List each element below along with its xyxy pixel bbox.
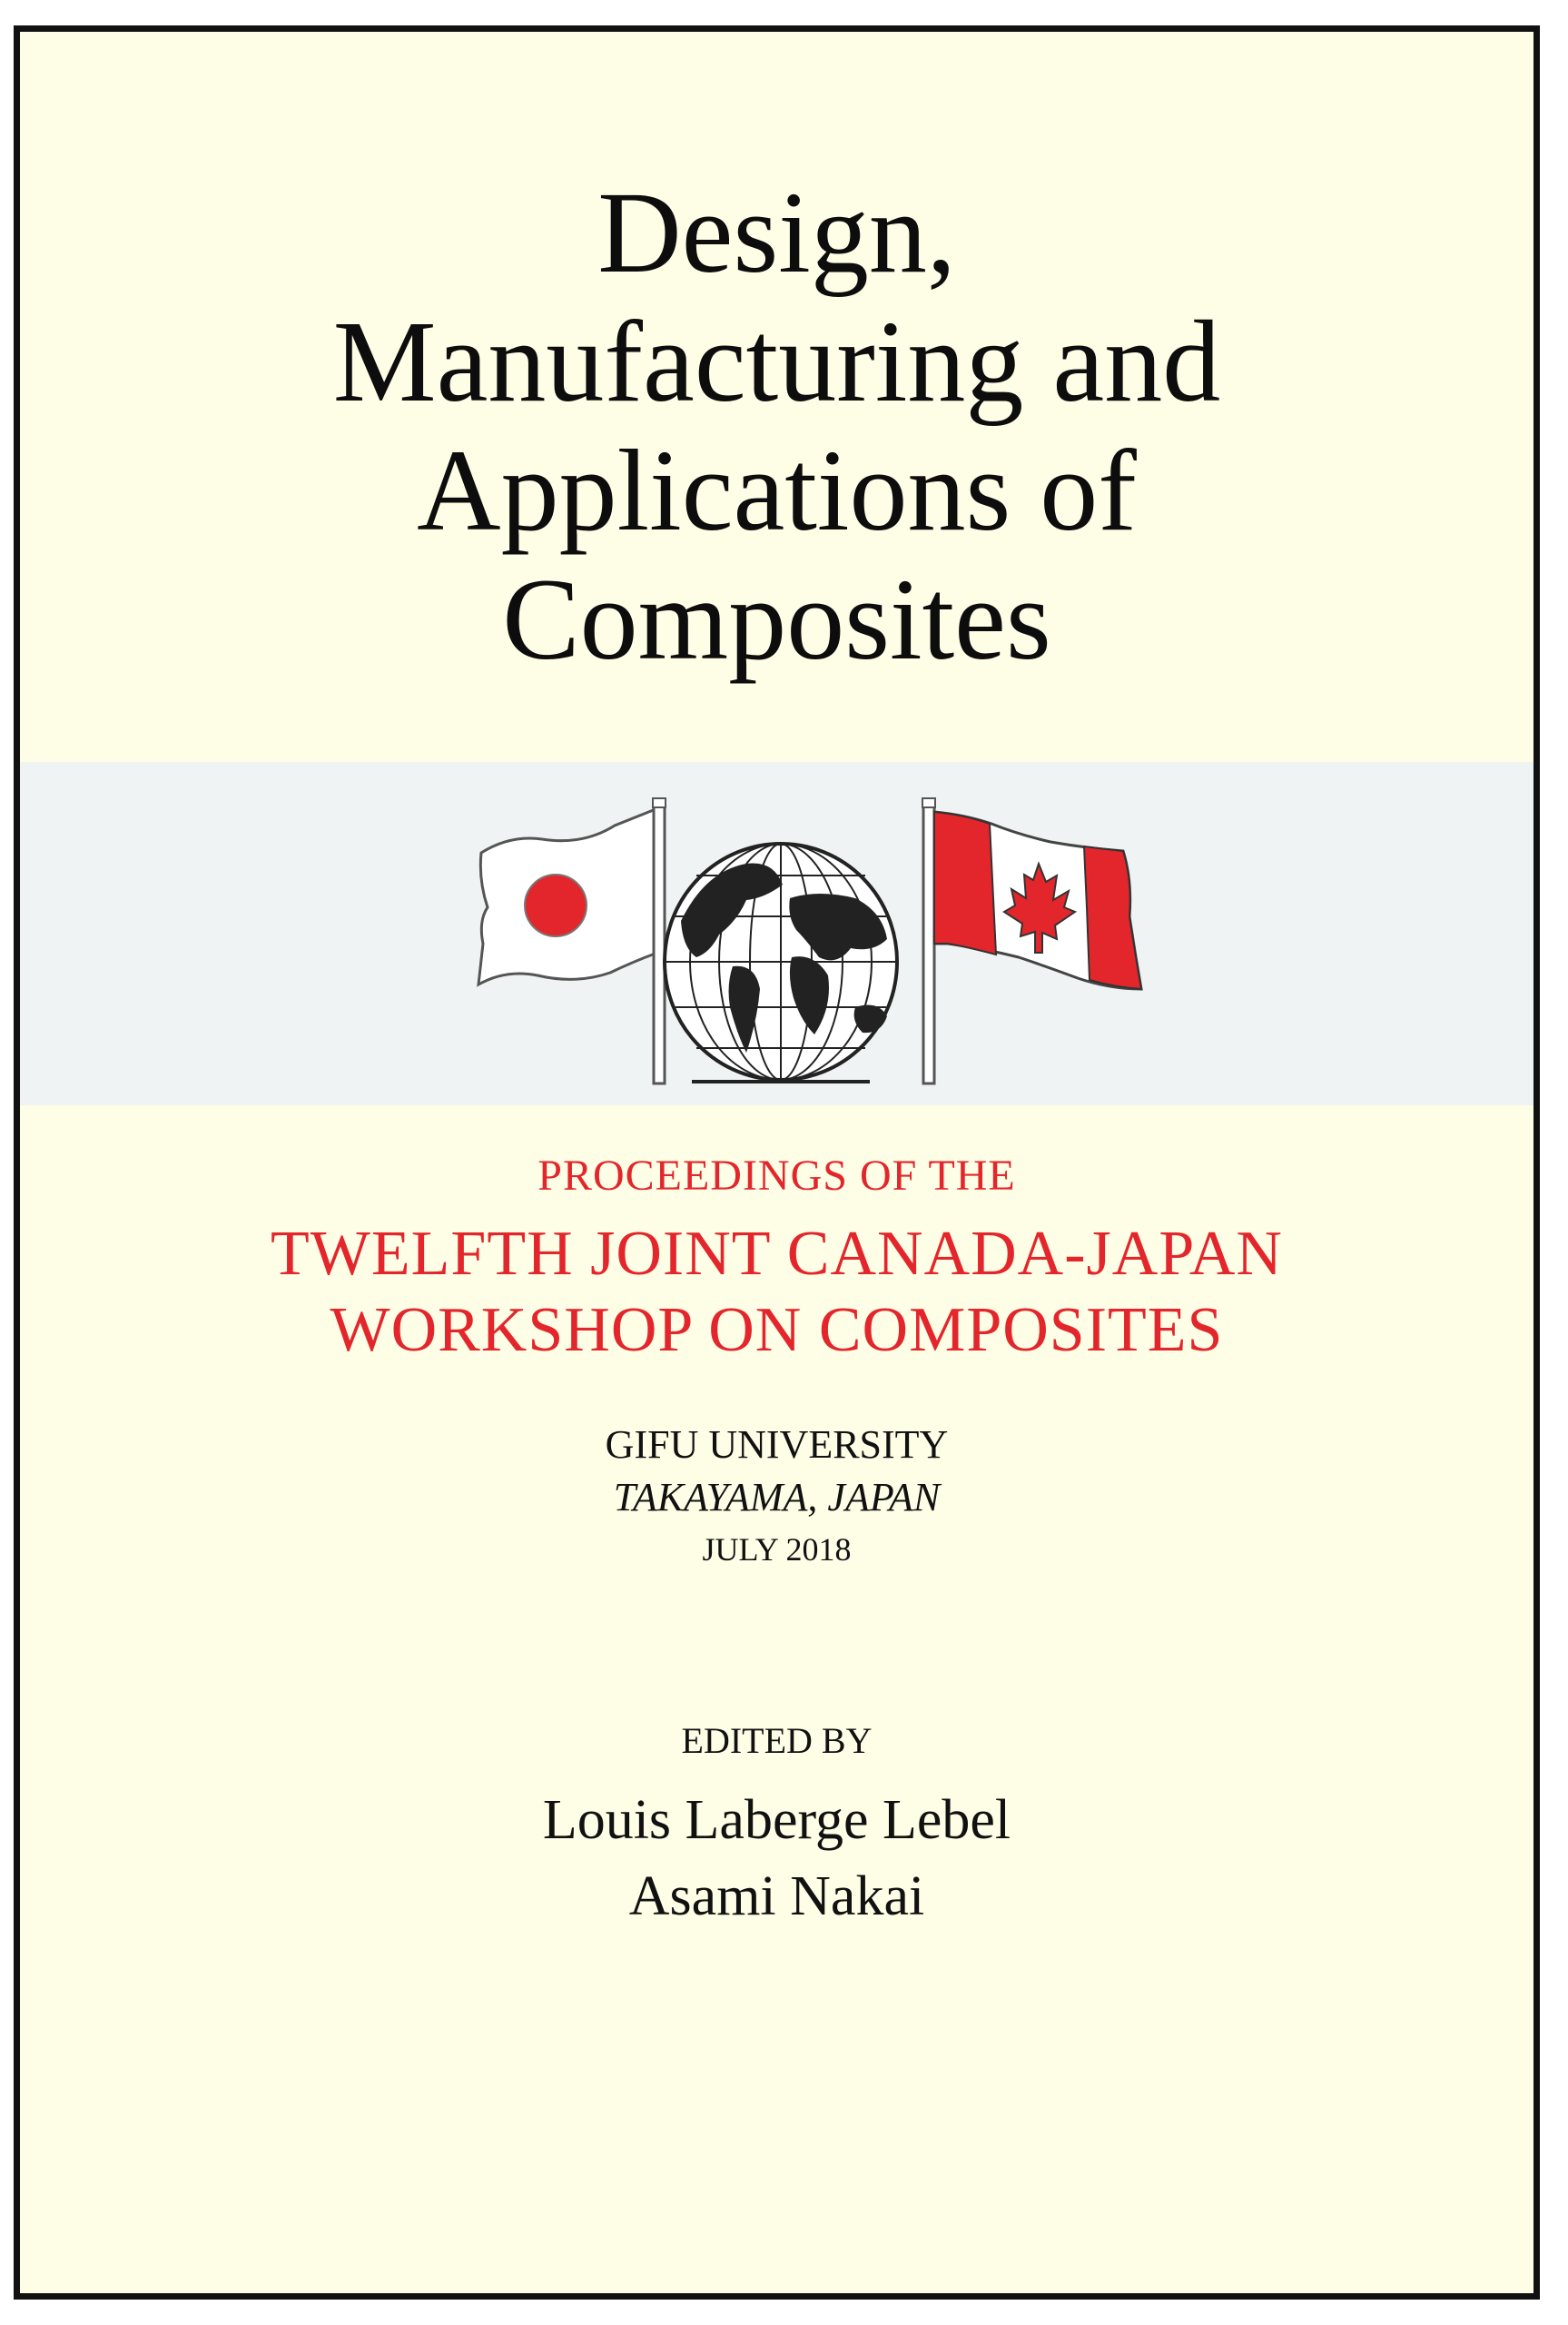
workshop-logo (20, 762, 1533, 1105)
workshop-title-line-1: TWELFTH JOINT CANADA-JAPAN (271, 1219, 1283, 1289)
title-line-4: Composites (502, 555, 1051, 684)
venue-date: JULY 2018 (702, 1531, 852, 1568)
globe-icon (665, 844, 897, 1082)
editor-name: Louis Laberge Lebel (542, 1789, 1011, 1851)
proceedings-prefix: PROCEEDINGS OF THE (537, 1152, 1016, 1200)
title-line-2: Manufacturing and (332, 297, 1221, 426)
title-line-1: Design, (597, 168, 956, 297)
logo-band (20, 762, 1533, 1105)
venue-university: GIFU UNIVERSITY (605, 1422, 949, 1467)
book-title (20, 168, 1533, 684)
workshop-title-line-2: WORKSHOP ON COMPOSITES (330, 1295, 1224, 1365)
japan-flag-icon (478, 798, 666, 1083)
canada-flag-icon (922, 798, 1141, 1083)
title-line-3: Applications of (417, 426, 1137, 555)
edited-by-label: EDITED BY (681, 1720, 873, 1761)
venue-location: TAKAYAMA, JAPAN (613, 1475, 941, 1519)
book-cover (14, 25, 1540, 2300)
editor-name: Asami Nakai (628, 1865, 925, 1927)
